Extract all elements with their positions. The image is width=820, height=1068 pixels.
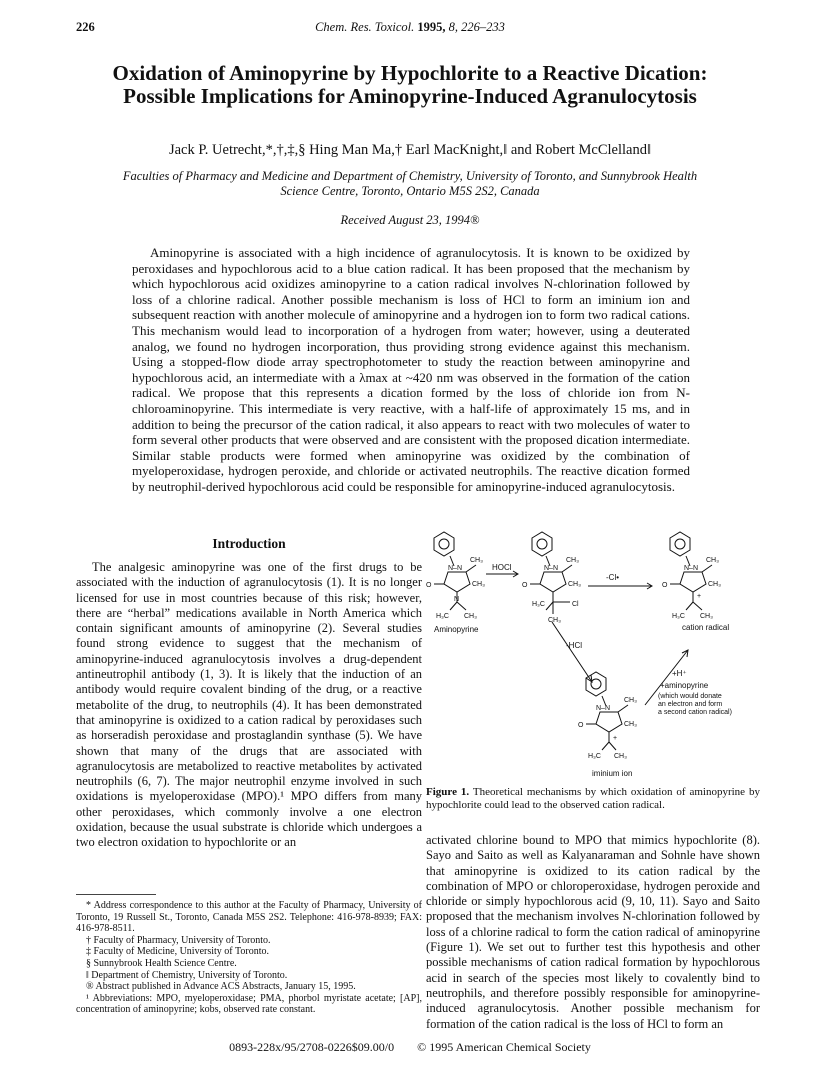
figure-caption [426, 786, 760, 811]
page-footer [0, 1040, 820, 1055]
methyl-label: CH₃ [706, 557, 719, 564]
nitrogen-label: N–N [596, 705, 611, 712]
note-label: a second cation radical) [658, 709, 732, 716]
running-header [0, 20, 820, 35]
methyl-label: CH₃ [470, 557, 483, 564]
chlorine-label: Cl [572, 601, 579, 608]
received-date: Received August 23, 1994® [340, 213, 480, 227]
abstract: Aminopyrine is associated with a high incidence of agranulocytosis. It is known to be oxidized by peroxidases and hypochlorous acid to a blue cation radical. It has been proposed that the mechanism by which hypochlorous acid oxidizes aminopyrine to a cation radical involves N-chlorination followed by loss of a chlorine radical. Another possible mechanism is loss of HCl to form an iminium ion and subsequent reaction with another molecule of aminopyrine and a hydrogen ion to form two radical cations. This mechanism would lead to incorporation of a hydrogen from water; however, using a deuterated analog, we found no hydrogen incorporation, thus providing strong evidence against this mechanism. Using a stopped-flow diode array spectrophotometer to study the reaction between aminopyrine and hypochlorous acid, an intermediate with a λmax at ~420 nm was observed in the formation of the cation radical. We propose that this represents a dication formed by the loss of chloride ion from N-chloroaminopyrine. This intermediate is very reactive, with a half-life of approximately 15 ms, and in addition to being the precursor of the cation radical, it also appears to react with two molecules of water to form several other products that were observed and are consistent with the proposed dication intermediate. Similar stable products were formed when aminopyrine was oxidized by the combination of myeloperoxidase, hydrogen peroxide, and chloride or activated neutrophils. The reactive dication formed by neutrophil-derived hypochlorous acid could be responsible for aminopyrine-induced agranulocytosis. [132, 245, 690, 494]
footnote: † Faculty of Pharmacy, University of Toronto. [86, 934, 271, 946]
iminium-ion-label: iminium ion [592, 769, 633, 778]
methyl-label: CH₃ [700, 613, 713, 620]
nitrogen-label: N–N [684, 565, 699, 572]
journal-year: 1995, [417, 20, 446, 34]
figure-caption-text: Theoretical mechanisms by which oxidation of aminopyrine by hypochlorite could lead to the observed cation radical. [426, 786, 760, 811]
plus-aminopyrine-label: +aminopyrine [660, 681, 709, 690]
article-title: Oxidation of Aminopyrine by Hypochlorite to a Reactive Dication: Possible Implications for Aminopyrine-Induced Agranulocytosis [112, 61, 708, 108]
footnote: ‖ Department of Chemistry, University of Toronto. [86, 969, 288, 981]
methyl-label: H₃C [588, 753, 601, 760]
aminopyrine-label: Aminopyrine [434, 625, 479, 634]
journal-volume: 8, 226–233 [448, 20, 505, 34]
page-number: 226 [76, 20, 95, 34]
methyl-label: H₃C [672, 613, 685, 620]
article-code: 0893-228x/95/2708-0226$09.00/0 [229, 1040, 395, 1054]
figure-1-scheme [420, 530, 760, 780]
methyl-label: CH₃ [472, 581, 485, 588]
footnote: ¹ Abbreviations: MPO, myeloperoxidase; PMA, phorbol myristate acetate; [AP], concentration of aminopyrine; kobs, observed rate constant. [76, 992, 422, 1016]
methyl-label: CH₃ [568, 581, 581, 588]
intro-right-column: activated chlorine bound to MPO that mimics hypochlorite (8). Sayo and Saito as well as Kalyanaraman and Sohnle have shown that aminopyrine is oxidized to its cation radical by the combination of MPO or chloroperoxidase, hydrogen peroxide and chloride or simply hypochlorous acid (9, 10, 11). Sayo and Saito proposed that the mechanism involves N-chlorination followed by loss of a chlorine radical to form the cation radical of aminopyrine (Figure 1). We set out to further test this hypothesis and other possible mechanisms of cation radical formation by hypochlorous acid in search of the species most likely to covalently bind to neutrophils, and therefore possibly responsible for aminopyrine-induced agranulocytosis. Another possible mechanism for formation of the cation radical is the loss of HCl to form an [426, 833, 760, 1031]
copyright: © 1995 American Chemical Society [417, 1040, 591, 1054]
methyl-label: H₃C [436, 613, 449, 620]
methyl-label: CH₃ [624, 721, 637, 728]
minus-cl-label: -Cl• [606, 573, 620, 582]
note-label: an electron and form [658, 701, 723, 708]
footnote: § Sunnybrook Health Science Centre. [86, 957, 237, 969]
journal-name: Chem. Res. Toxicol. [315, 20, 415, 34]
footnote-divider [76, 894, 156, 895]
oxygen-label: O [662, 582, 668, 589]
methyl-label: CH₃ [566, 557, 579, 564]
nitrogen-label: N–N [544, 565, 559, 572]
oxygen-label: O [578, 722, 584, 729]
methyl-label: CH₃ [614, 753, 627, 760]
author-list: Jack P. Uetrecht,*,†,‡,§ Hing Man Ma,† Earl MacKnight,‖ and Robert McClelland‖ [168, 142, 652, 158]
minus-hcl-label: -HCl [566, 641, 582, 650]
charge-label: + [697, 593, 702, 600]
oxygen-label: O [522, 582, 528, 589]
methyl-label: CH₃ [548, 617, 561, 624]
hocl-label: HOCl [492, 563, 512, 572]
footnotes [76, 900, 422, 1016]
methyl-label: CH₃ [624, 697, 637, 704]
methyl-label: CH₃ [464, 613, 477, 620]
footnote: * Address correspondence to this author at the Faculty of Pharmacy, University of Toronto, 19 Russell St., Toronto, Canada M5S 2S2. Telephone: 416-978-8939; FAX: 416-978-8511. [76, 900, 422, 935]
methyl-label: CH₃ [708, 581, 721, 588]
charge-label: + [613, 735, 618, 742]
plus-h-label: +H⁺ [672, 669, 687, 678]
oxygen-label: O [426, 582, 432, 589]
footnote: ® Abstract published in Advance ACS Abstracts, January 15, 1995. [86, 981, 356, 993]
nitrogen-label: N–N [448, 565, 463, 572]
affiliation: Faculties of Pharmacy and Medicine and Department of Chemistry, University of Toronto, and Sunnybrook Health Science Centre, Toronto, Ontario M5S 2S2, Canada [122, 169, 698, 198]
cation-radical-label: cation radical [682, 623, 730, 632]
note-label: (which would donate [658, 693, 722, 700]
footnote: ‡ Faculty of Medicine, University of Toronto. [86, 946, 269, 958]
intro-left-column: The analgesic aminopyrine was one of the first drugs to be associated with the induction of agranulocytosis (1). It is no longer licensed for use in most countries because of this risk; however, there are “herbal” medications available in North America which contain significant amounts of aminopyrine (2). Several studies found strong evidence to suggest that the mechanism of aminopyrine-induced agranulocytosis involves a drug-dependent antineutrophil antibody (1, 3). It is likely that the induction of an antibody would require covalent binding of the drug, or a reactive metabolite of the drug, to neutrophils (4). It has been demonstrated that aminopyrine is oxidized to a cation radical by peroxidases such as horseradish peroxidase and prostaglandin synthase (5). We have shown that many of the drugs that are associated with agranulocytosis are metabolized to reactive metabolites by activated neutrophils (6, 7). The major neutrophil enzyme involved in such oxidations is myeloperoxidase (MPO).¹ MPO differs from many other peroxidases, which commonly involve a one electron oxidation, because the usual substrate is chloride which undergoes a two electron oxidation to hypochlorite or an [76, 560, 422, 850]
nitrogen-label: N [454, 596, 460, 603]
figure-caption-label: Figure 1. [426, 786, 470, 798]
section-heading: Introduction [212, 536, 286, 551]
methyl-label: H₃C [532, 601, 545, 608]
